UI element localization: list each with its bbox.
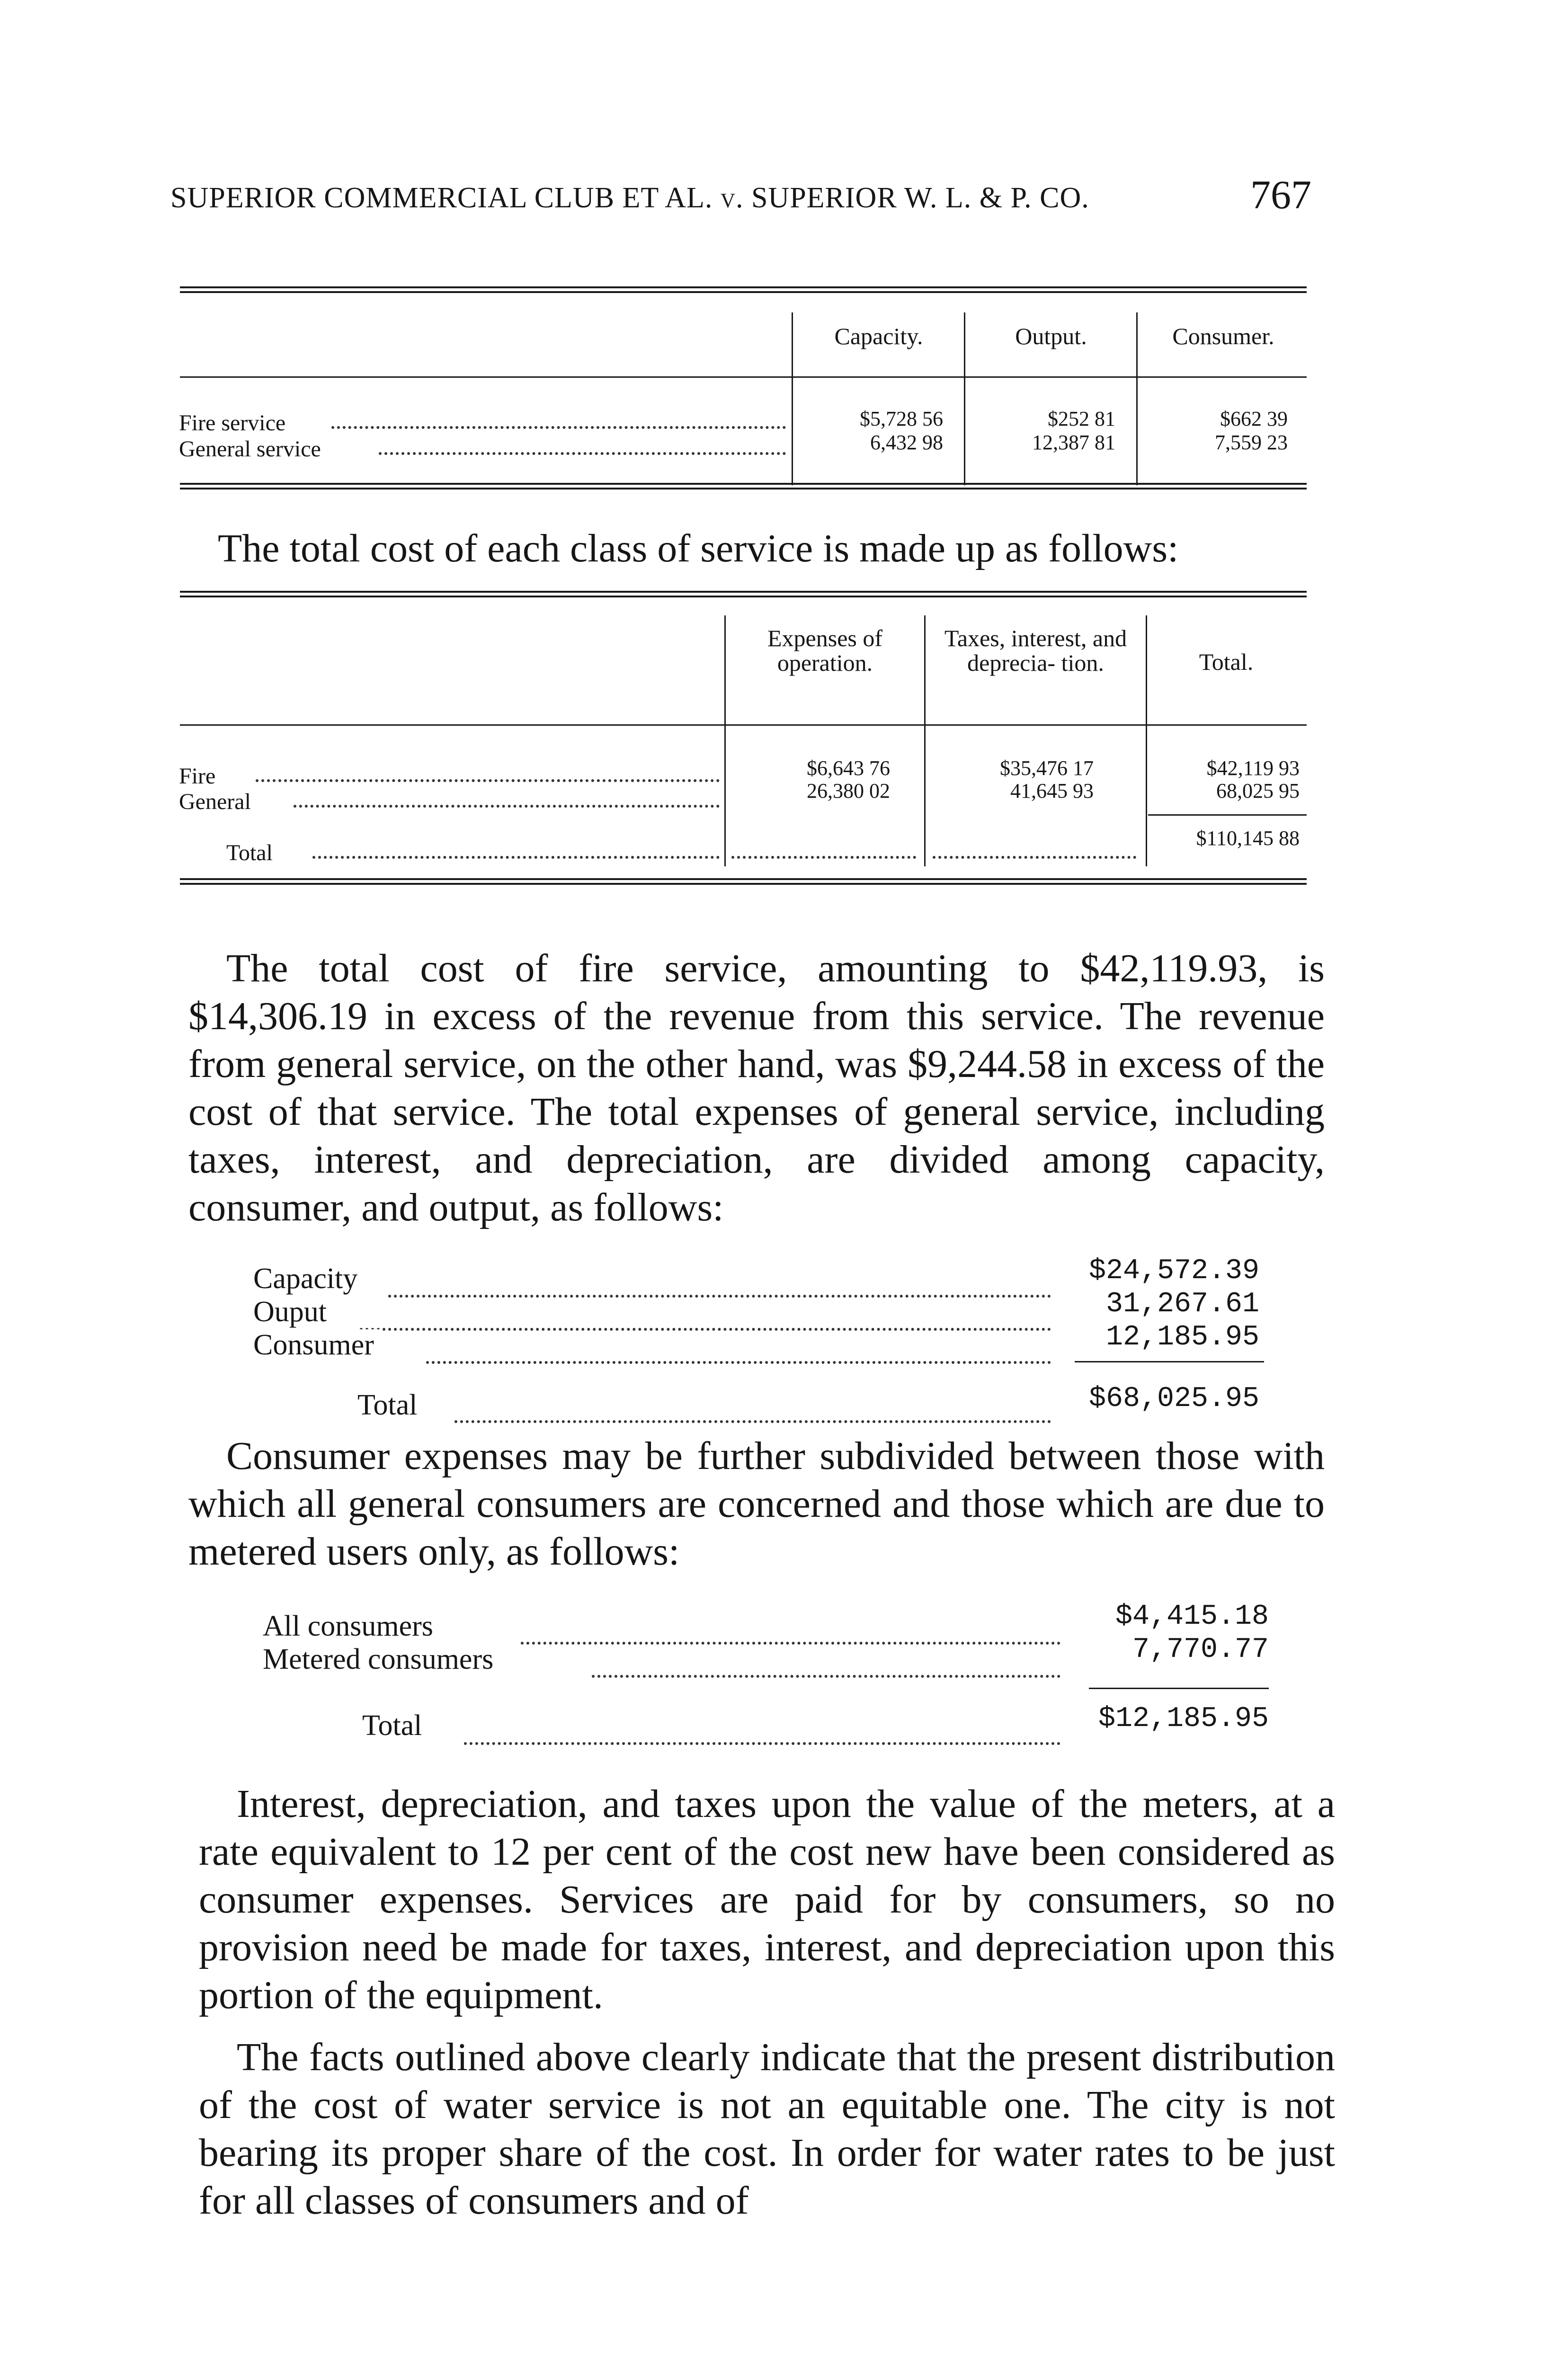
dot-leader bbox=[426, 1361, 1051, 1364]
table2-total-label: Total bbox=[226, 842, 277, 864]
running-header-title: SUPERIOR COMMERCIAL CLUB ET AL. v. SUPERIOR W. L. & P. CO. bbox=[170, 182, 1089, 214]
summary1-label: Ouput bbox=[253, 1296, 335, 1327]
table1-header-capacity: Capacity. bbox=[834, 323, 923, 349]
table2-col-divider bbox=[924, 615, 926, 866]
dot-leader bbox=[454, 1420, 1051, 1423]
table2-row-label: General bbox=[179, 791, 256, 813]
table2-cell-taxes: 41,645 93 bbox=[1010, 779, 1094, 802]
dot-leader bbox=[592, 1675, 1060, 1678]
summary2-total-label: Total bbox=[362, 1710, 431, 1741]
dot-leader bbox=[294, 805, 720, 808]
dot-leader bbox=[256, 779, 720, 782]
table1-cell-consumer: $662 39 bbox=[1220, 407, 1288, 430]
summary2-label: All consumers bbox=[263, 1611, 442, 1642]
table2-caption: The total cost of each class of service is made up as follows: bbox=[218, 526, 1179, 570]
paragraph-meters-interest: Interest, depreciation, and taxes upon the value of the meters, at a rate equivalent to 12 per cent of the cost new have been considered as consumer expenses. Services are paid for by consumers, so no provision need be made for taxes, interest, and depreciation upon this portion of the equipment. bbox=[199, 1782, 1335, 2017]
dot-leader bbox=[933, 856, 1136, 859]
table2-top-rule bbox=[180, 591, 1307, 597]
table1-cell-output: 12,387 81 bbox=[1032, 431, 1115, 454]
dot-leader bbox=[521, 1642, 1060, 1645]
summary1-total-value: $68,025.95 bbox=[1088, 1383, 1259, 1415]
table2-header-taxes: Taxes, interest, and deprecia- tion. bbox=[944, 625, 1127, 676]
summary1-label: Capacity bbox=[253, 1263, 366, 1294]
summary2-total-value: $12,185.95 bbox=[1098, 1703, 1269, 1735]
summary1-value: 12,185.95 bbox=[1105, 1321, 1259, 1353]
table2-bottom-rule bbox=[180, 878, 1307, 885]
paragraph-fire-service-cost: The total cost of fire service, amounting to $42,119.93, is $14,306.19 in excess of the revenue from this service. The revenue from general service, on the other hand, was $9,244.58 in excess of the cost of that service. The total expenses of general service, including taxes, interest, and depreciation, are divided among capacity, consumer, and output, as follows: bbox=[188, 946, 1325, 1229]
table1-cell-capacity: 6,432 98 bbox=[870, 431, 943, 454]
table1-bottom-rule bbox=[180, 483, 1307, 489]
table2-cell-expenses: 26,380 02 bbox=[807, 779, 890, 802]
dot-leader bbox=[388, 1295, 1051, 1298]
table1-header-rule bbox=[180, 376, 1307, 378]
table2-header-rule bbox=[180, 724, 1307, 726]
table2-header-total: Total. bbox=[1199, 649, 1254, 675]
page-number: 767 bbox=[1250, 172, 1311, 217]
running-header bbox=[170, 168, 1316, 225]
table2-cell-expenses: $6,643 76 bbox=[807, 756, 890, 780]
table1-row-label: Fire service bbox=[179, 412, 290, 435]
table2-grand-total: $110,145 88 bbox=[1196, 827, 1300, 850]
table2-row-label: Fire bbox=[179, 765, 220, 788]
summary2-value: 7,770.77 bbox=[1132, 1634, 1269, 1666]
summary2-label: Metered consumers bbox=[263, 1644, 502, 1675]
table2-col-divider bbox=[724, 615, 726, 866]
table2-col-divider bbox=[1146, 615, 1147, 866]
dot-leader bbox=[331, 426, 786, 429]
table1-cell-capacity: $5,728 56 bbox=[860, 407, 943, 430]
dot-leader bbox=[360, 1328, 1051, 1331]
table1-header-output: Output. bbox=[1015, 323, 1087, 349]
table2-cell-total: 68,025 95 bbox=[1216, 779, 1300, 802]
summary1-value: 31,267.61 bbox=[1105, 1288, 1259, 1320]
table2-cell-taxes: $35,476 17 bbox=[1000, 756, 1094, 780]
summary1-value: $24,572.39 bbox=[1088, 1255, 1259, 1287]
table1-col-divider bbox=[792, 312, 793, 485]
summary1-label: Consumer bbox=[253, 1329, 383, 1361]
summary2-sum-rule bbox=[1089, 1688, 1269, 1689]
summary1-total-label: Total bbox=[357, 1389, 426, 1421]
table2-cell-total: $42,119 93 bbox=[1206, 756, 1300, 780]
table1-top-rule bbox=[180, 286, 1307, 293]
table1-cell-consumer: 7,559 23 bbox=[1215, 431, 1288, 454]
table1-row-label: General service bbox=[179, 438, 326, 461]
table1-cell-output: $252 81 bbox=[1048, 407, 1115, 430]
dot-leader bbox=[379, 452, 786, 455]
dot-leader bbox=[464, 1742, 1060, 1745]
table1-header-consumer: Consumer. bbox=[1172, 323, 1274, 349]
paragraph-consumer-expenses: Consumer expenses may be further subdivided between those with which all general consumers are concerned and those which are due to metered users only, as follows: bbox=[188, 1434, 1325, 1574]
summary2-value: $4,415.18 bbox=[1115, 1601, 1269, 1633]
table1-col-divider bbox=[1136, 312, 1138, 485]
paragraph-conclusion: The facts outlined above clearly indicate that the present distribution of the cost of water service is not an equitable one. The city is not bearing its proper share of the cost. In order for water rates to be just for all classes of consumers and of bbox=[199, 2035, 1335, 2223]
dot-leader bbox=[731, 856, 916, 859]
table2-sum-rule bbox=[1148, 814, 1307, 816]
dot-leader bbox=[312, 856, 720, 859]
table2-header-expenses: Expenses of operation. bbox=[767, 625, 882, 676]
table1-col-divider bbox=[964, 312, 965, 485]
summary1-sum-rule bbox=[1075, 1361, 1264, 1362]
